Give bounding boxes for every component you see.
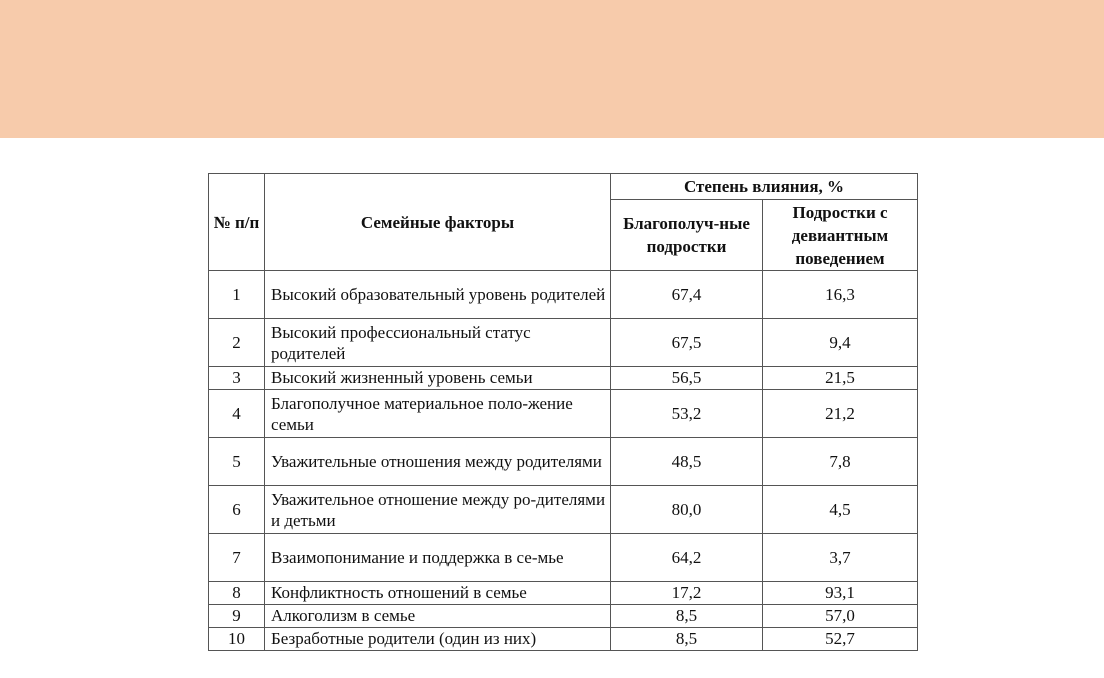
row-number: 2: [209, 319, 265, 367]
col-header-num: № п/п: [209, 174, 265, 271]
col-header-factors: Семейные факторы: [265, 174, 611, 271]
row-number: 3: [209, 367, 265, 390]
row-factor: Уважительные отношения между родителями: [265, 438, 611, 486]
row-number: 8: [209, 582, 265, 605]
table-row: [209, 438, 918, 486]
table-row: [209, 486, 918, 534]
row-value-deviant: 9,4: [763, 319, 918, 367]
row-value-wellbeing: 67,5: [611, 319, 763, 367]
row-factor: Взаимопонимание и поддержка в се-мье: [265, 534, 611, 582]
row-value-deviant: 93,1: [763, 582, 918, 605]
table-row: [209, 271, 918, 319]
row-number: 1: [209, 271, 265, 319]
row-factor: Высокий профессиональный статус родителей: [265, 319, 611, 367]
row-value-deviant: 52,7: [763, 628, 918, 651]
table-row: [209, 534, 918, 582]
row-value-deviant: 3,7: [763, 534, 918, 582]
row-factor: Высокий жизненный уровень семьи: [265, 367, 611, 390]
row-factor: Уважительное отношение между ро-дителями и детьми: [265, 486, 611, 534]
row-number: 5: [209, 438, 265, 486]
row-value-deviant: 57,0: [763, 605, 918, 628]
table-row: [209, 367, 918, 390]
row-value-wellbeing: 56,5: [611, 367, 763, 390]
row-factor: Алкоголизм в семье: [265, 605, 611, 628]
row-value-wellbeing: 64,2: [611, 534, 763, 582]
row-factor: Высокий образовательный уровень родителей: [265, 271, 611, 319]
row-number: 4: [209, 390, 265, 438]
row-number: 9: [209, 605, 265, 628]
row-value-deviant: 21,2: [763, 390, 918, 438]
row-number: 7: [209, 534, 265, 582]
row-number: 6: [209, 486, 265, 534]
col-header-wellbeing: Благополуч-ные подростки: [611, 200, 763, 271]
row-factor: Благополучное материальное поло-жение семьи: [265, 390, 611, 438]
row-factor: Безработные родители (один из них): [265, 628, 611, 651]
row-value-deviant: 4,5: [763, 486, 918, 534]
col-header-influence: Степень влияния, %: [611, 174, 918, 200]
table-row: [209, 628, 918, 651]
row-number: 10: [209, 628, 265, 651]
row-value-deviant: 16,3: [763, 271, 918, 319]
row-value-wellbeing: 8,5: [611, 605, 763, 628]
table-row: [209, 582, 918, 605]
row-value-wellbeing: 48,5: [611, 438, 763, 486]
row-value-wellbeing: 17,2: [611, 582, 763, 605]
row-value-wellbeing: 67,4: [611, 271, 763, 319]
table-row: [209, 605, 918, 628]
row-value-deviant: 21,5: [763, 367, 918, 390]
table-row: [209, 390, 918, 438]
family-factors-table: [208, 173, 918, 651]
table-row: [209, 319, 918, 367]
row-factor: Конфликтность отношений в семье: [265, 582, 611, 605]
row-value-wellbeing: 80,0: [611, 486, 763, 534]
header-banner: [0, 0, 1104, 138]
row-value-wellbeing: 8,5: [611, 628, 763, 651]
row-value-deviant: 7,8: [763, 438, 918, 486]
col-header-deviant: Подростки с девиантным поведением: [763, 200, 918, 271]
row-value-wellbeing: 53,2: [611, 390, 763, 438]
